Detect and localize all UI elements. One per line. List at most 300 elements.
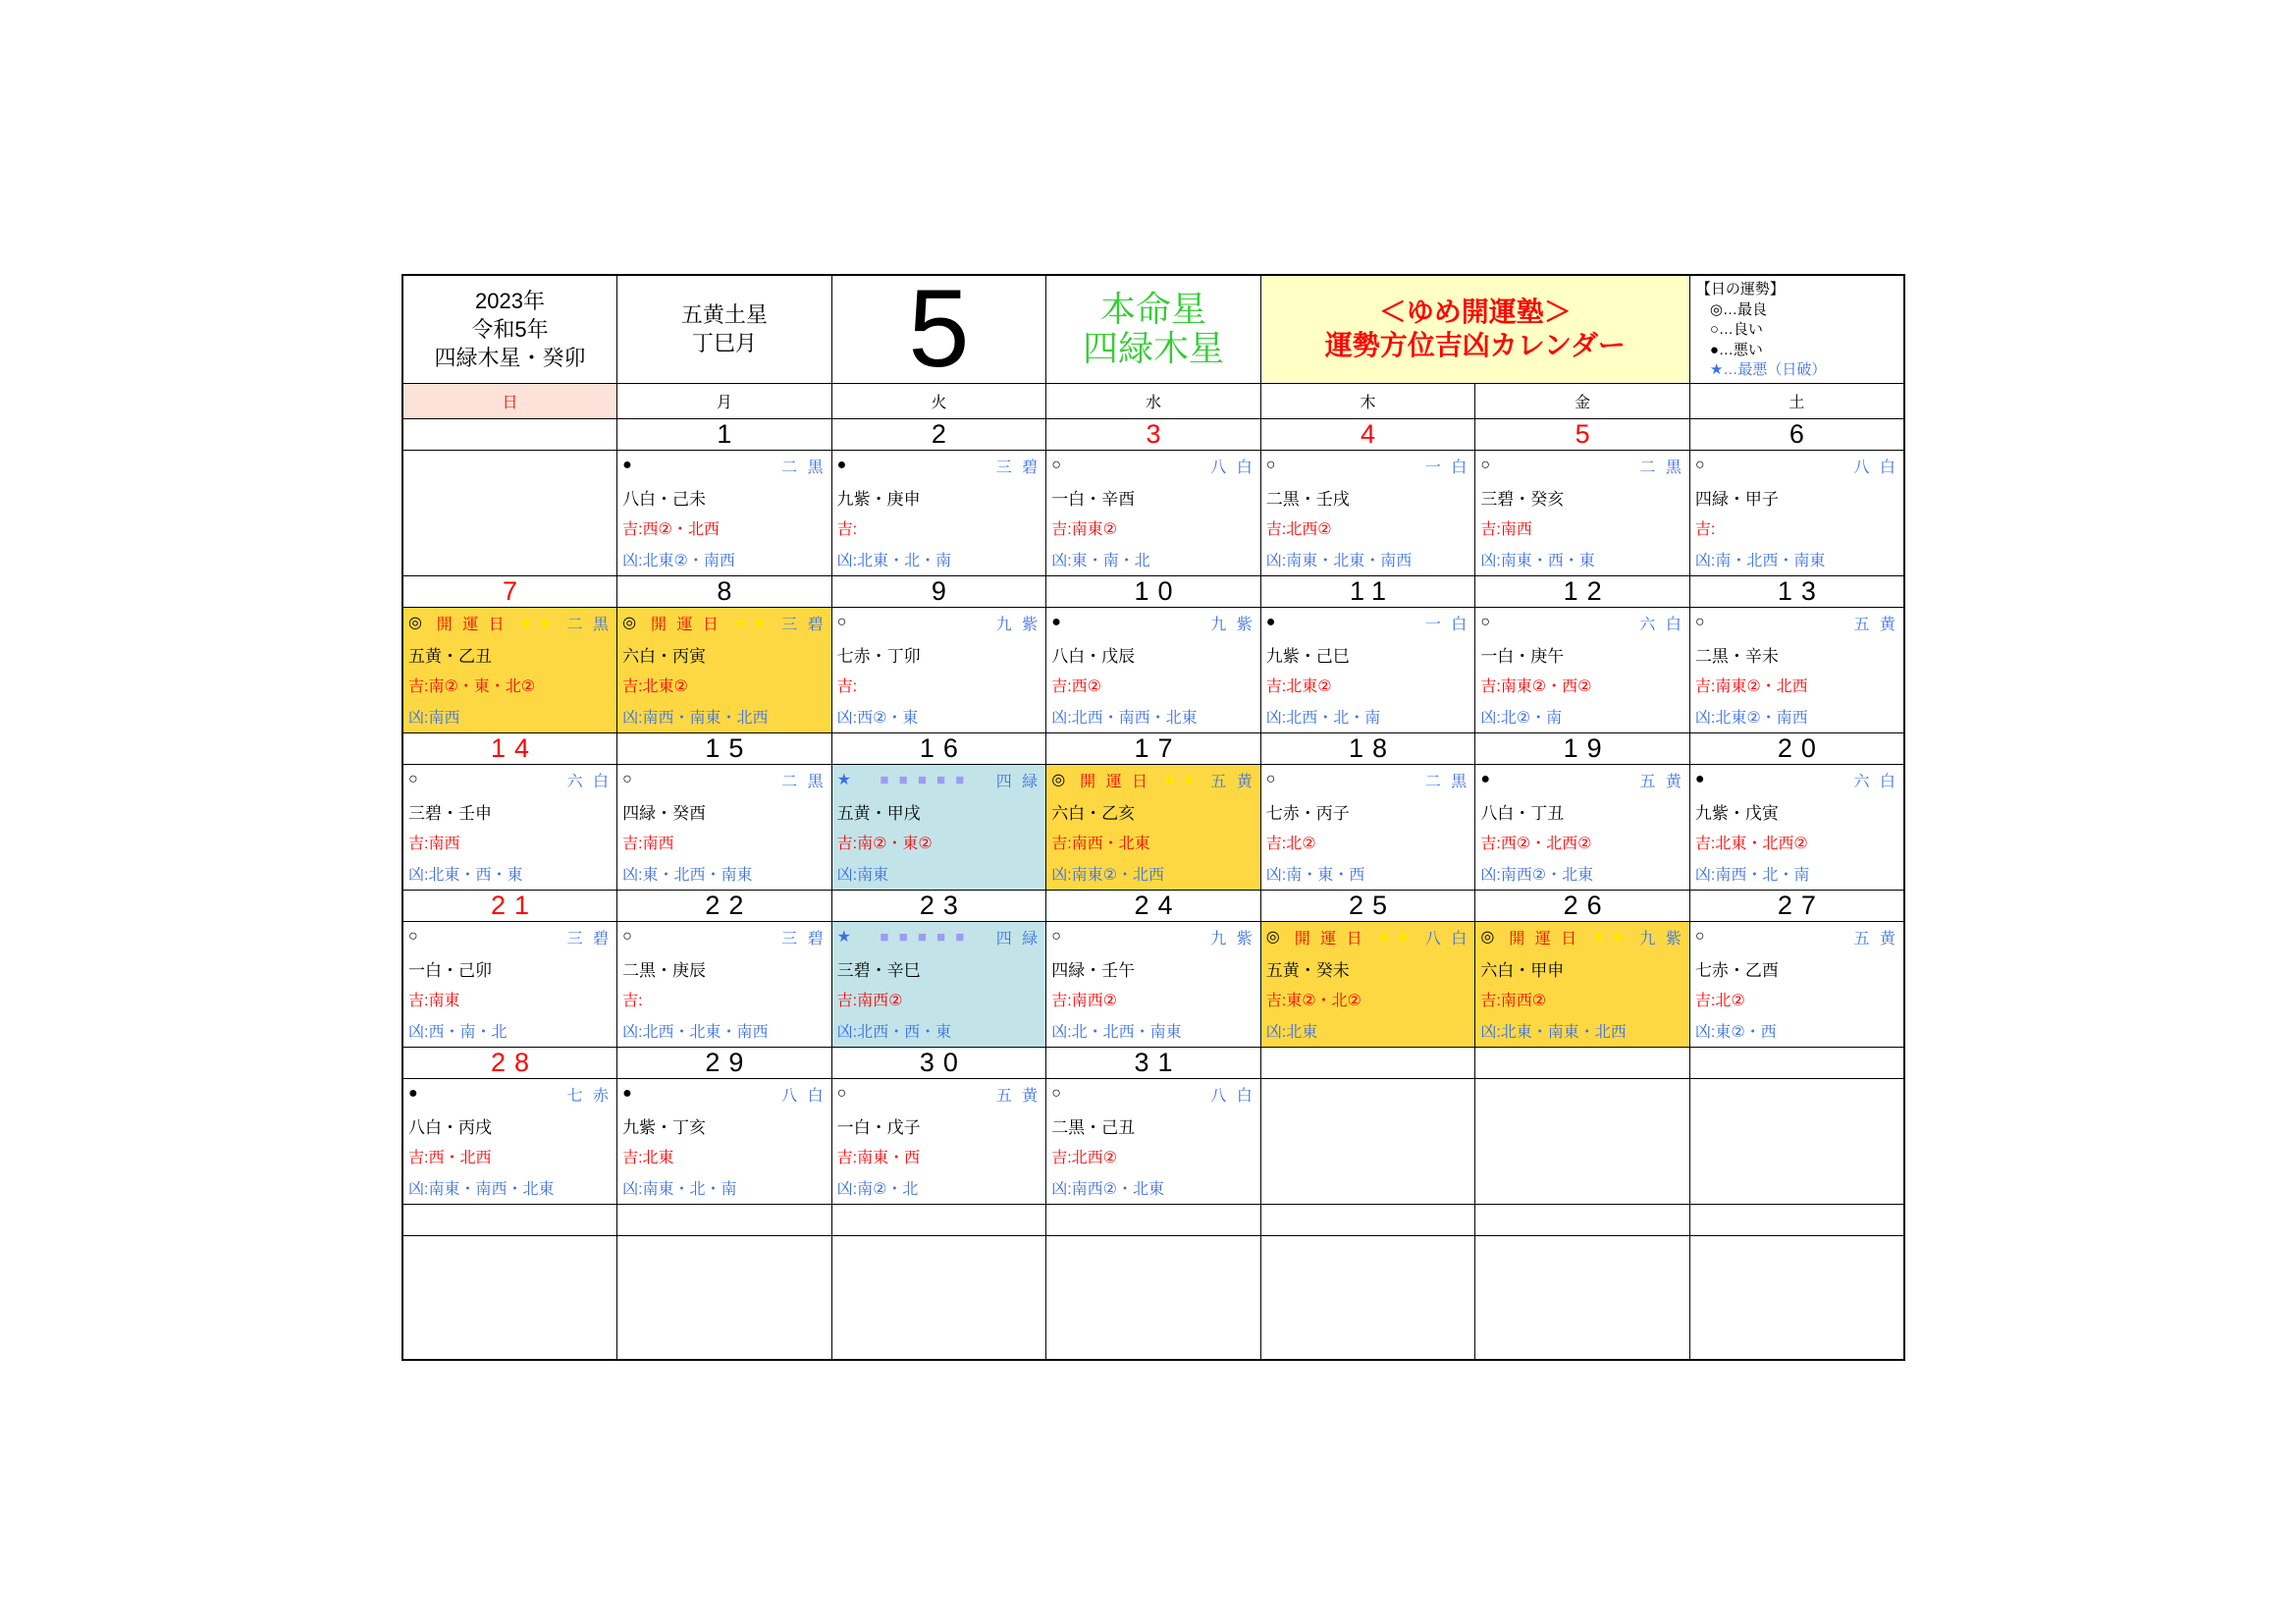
lucky-directions: 吉:南東② [1051, 521, 1117, 539]
fortune-mark: ○ [1694, 457, 1705, 474]
fortune-mark: ● [408, 1085, 418, 1103]
date-cell [1046, 732, 1261, 764]
date-number: 4 [1361, 419, 1385, 449]
day-kanshi: 六白・乙亥 [1051, 803, 1136, 823]
fortune-mark: ○ [1051, 1085, 1061, 1103]
day-cell [1475, 764, 1690, 890]
date-number: 13 [1777, 576, 1825, 606]
day-star: 七 赤 [566, 1087, 613, 1105]
day-kanshi: 四緑・壬午 [1051, 960, 1136, 980]
fortune-line [1051, 451, 1255, 482]
date-number: 3 [1146, 419, 1170, 449]
lucky-directions: 吉:西・北西 [408, 1150, 492, 1167]
fill-squares: ■ ■ [521, 614, 553, 631]
day-star: 六 白 [1853, 773, 1898, 790]
day-star: 九 紫 [1210, 930, 1255, 947]
day-content [1475, 922, 1689, 1047]
day-star: 一 白 [1424, 616, 1470, 633]
day-star: 六 白 [566, 773, 613, 790]
weekday-tue: 火 [831, 383, 1046, 418]
fortune-mark: ◎ [1265, 929, 1280, 947]
lucky-directions: 吉:西②・北西 [622, 521, 720, 539]
day-cell [1046, 607, 1261, 732]
fortune-mark: ● [1480, 771, 1490, 788]
day-content [1046, 765, 1260, 890]
day-star: 九 紫 [1210, 616, 1255, 633]
fortune-mark: ○ [1051, 928, 1061, 946]
day-kanshi: 二黒・己丑 [1051, 1117, 1136, 1137]
day-content [1690, 922, 1903, 1047]
day-star: 二 黒 [1424, 773, 1470, 790]
day-content [1261, 451, 1475, 575]
empty-date-cell [831, 1204, 1046, 1235]
day-cell [402, 607, 617, 732]
date-cell [1046, 575, 1261, 607]
day-kanshi: 八白・戊辰 [1051, 646, 1136, 666]
legend-cell [1689, 275, 1904, 383]
lucky-directions: 吉:南西② [1480, 993, 1547, 1010]
week-date-row [402, 418, 1904, 450]
date-cell [617, 732, 832, 764]
month-star-label: 五黄土星 [680, 302, 768, 328]
day-kanshi: 五黄・甲戌 [836, 803, 921, 823]
day-star: 三 碧 [566, 930, 613, 947]
day-cell [617, 1078, 832, 1204]
lucky-directions: 吉:西②・北西② [1480, 836, 1592, 853]
lucky-directions: 吉:北東 [622, 1150, 674, 1167]
kaiun-label: 開 運 日 [436, 616, 507, 633]
fortune-line [408, 922, 612, 953]
day-content [1261, 922, 1475, 1047]
unlucky-directions: 凶:南・東・西 [1265, 867, 1365, 885]
day-star: 五 黄 [1853, 616, 1898, 633]
date-number: 20 [1777, 733, 1825, 763]
unlucky-directions: 凶:西・南・北 [408, 1024, 507, 1042]
fortune-line [1480, 608, 1684, 639]
unlucky-directions: 凶:南西②・北東 [1480, 867, 1594, 885]
fortune-mark: ○ [1051, 457, 1061, 474]
day-kanshi: 三碧・辛巳 [836, 960, 921, 980]
date-number: 23 [919, 891, 967, 920]
week-date-row [402, 575, 1904, 607]
weekday-header-row [402, 383, 1904, 418]
week-content-row [402, 607, 1904, 732]
day-kanshi: 五黄・癸未 [1265, 960, 1350, 980]
fortune-line [622, 765, 827, 796]
date-number: 2 [931, 419, 955, 449]
date-cell [402, 890, 617, 921]
date-cell [1260, 890, 1475, 921]
fortune-line [1480, 765, 1684, 796]
date-cell [1260, 732, 1475, 764]
fill-squares: ■ ■ ■ ■ ■ [880, 771, 968, 788]
lucky-directions: 吉:南西 [1480, 521, 1532, 539]
date-number: 1 [717, 419, 741, 449]
day-star: 四 緑 [995, 930, 1041, 947]
day-content [1261, 608, 1475, 732]
day-star: 三 碧 [781, 616, 827, 633]
weekday-fri: 金 [1475, 383, 1690, 418]
date-number: 27 [1777, 891, 1825, 920]
date-cell [1475, 418, 1690, 450]
legend [1690, 278, 1903, 381]
day-kanshi: 一白・辛酉 [1051, 489, 1136, 509]
date-number: 19 [1563, 733, 1611, 763]
kaiun-label: 開 運 日 [1294, 930, 1365, 947]
date-cell [831, 418, 1046, 450]
day-cell [1475, 921, 1690, 1047]
day-cell [831, 764, 1046, 890]
date-number: 10 [1134, 576, 1182, 606]
date-cell [831, 575, 1046, 607]
day-cell [831, 450, 1046, 575]
fortune-line [1266, 451, 1470, 482]
fortune-line [622, 608, 827, 639]
fortune-mark: ○ [1480, 614, 1490, 631]
day-kanshi: 四緑・甲子 [1694, 489, 1779, 509]
lucky-directions: 吉:南西 [622, 836, 674, 853]
day-cell [1260, 921, 1475, 1047]
empty-day-cell [1689, 1078, 1904, 1204]
fortune-line [1266, 765, 1470, 796]
fortune-line [837, 1079, 1041, 1110]
fortune-line [1051, 608, 1255, 639]
unlucky-directions: 凶:北東・北・南 [836, 553, 952, 570]
fill-squares: ■ ■ ■ ■ ■ [880, 928, 968, 946]
fortune-line [1695, 922, 1898, 953]
week-date-row [402, 1204, 1904, 1235]
week-content-row [402, 1235, 1904, 1360]
day-kanshi: 一白・戊子 [836, 1117, 921, 1137]
date-number: 6 [1789, 419, 1813, 449]
day-star: 八 白 [1210, 1087, 1255, 1105]
day-content [617, 922, 831, 1047]
day-cell [1046, 921, 1261, 1047]
day-content [1475, 608, 1689, 732]
fortune-mark: ◎ [408, 615, 422, 632]
fortune-mark: ◎ [622, 615, 637, 632]
unlucky-directions: 凶:北西・北東・南西 [622, 1024, 769, 1042]
fortune-mark: ○ [622, 771, 632, 788]
lucky-directions: 吉:北西② [1265, 521, 1332, 539]
weekday-mon: 月 [617, 383, 832, 418]
day-kanshi: 三碧・癸亥 [1480, 489, 1565, 509]
day-content [1690, 451, 1903, 575]
empty-date-cell [1689, 1047, 1904, 1078]
lucky-directions: 吉:北② [1265, 836, 1316, 853]
date-number: 18 [1349, 733, 1397, 763]
day-content [1475, 451, 1689, 575]
unlucky-directions: 凶:南西②・北東 [1051, 1181, 1164, 1199]
fortune-mark: ○ [622, 928, 632, 946]
date-number: 21 [491, 891, 539, 920]
day-cell [831, 607, 1046, 732]
unlucky-directions: 凶:南東 [836, 867, 889, 885]
date-number: 31 [1134, 1048, 1182, 1077]
day-content [1475, 765, 1689, 890]
day-content [403, 1079, 616, 1204]
fortune-line [622, 1079, 827, 1110]
week-content-row [402, 450, 1904, 575]
lucky-directions: 吉:南東②・北西 [1694, 678, 1808, 696]
day-kanshi: 九紫・庚申 [836, 489, 921, 509]
lucky-directions: 吉:南②・東・北② [408, 678, 536, 696]
day-star: 五 黄 [995, 1087, 1041, 1105]
fortune-line [408, 765, 612, 796]
unlucky-directions: 凶:北西・西・東 [836, 1024, 952, 1042]
date-number: 11 [1350, 576, 1396, 606]
day-content [617, 608, 831, 732]
unlucky-directions: 凶:西②・東 [836, 710, 919, 728]
lucky-directions: 吉:北② [1694, 993, 1745, 1010]
weekday-sat: 土 [1689, 383, 1904, 418]
date-cell [1260, 418, 1475, 450]
day-star: 八 白 [1424, 930, 1470, 947]
day-star: 八 白 [1853, 459, 1898, 476]
era-label: 令和5年 [471, 316, 549, 342]
day-kanshi: 八白・丙戌 [408, 1117, 492, 1137]
year-star-label: 四緑木星・癸卯 [434, 345, 586, 370]
day-content [832, 1079, 1046, 1204]
empty-day-cell [831, 1235, 1046, 1360]
lucky-directions: 吉:南②・東② [836, 836, 933, 853]
day-star: 五 黄 [1639, 773, 1684, 790]
day-cell [831, 921, 1046, 1047]
day-kanshi: 八白・己未 [622, 489, 707, 509]
lucky-directions: 吉:南西② [836, 993, 903, 1010]
unlucky-directions: 凶:北東 [1265, 1024, 1318, 1042]
date-number: 14 [491, 733, 539, 763]
day-kanshi: 五黄・乙丑 [408, 646, 492, 666]
unlucky-directions: 凶:南・北西・南東 [1694, 553, 1826, 570]
day-content [832, 608, 1046, 732]
date-cell [617, 1047, 832, 1078]
lucky-directions: 吉:北西② [1051, 1150, 1117, 1167]
date-cell [1046, 1047, 1261, 1078]
day-content [1046, 608, 1260, 732]
lucky-directions: 吉: [836, 678, 858, 696]
day-kanshi: 一白・己卯 [408, 960, 492, 980]
day-content [617, 451, 831, 575]
fortune-line [1695, 451, 1898, 482]
fortune-line [1266, 608, 1470, 639]
day-star: 八 白 [781, 1087, 827, 1105]
empty-date-cell [402, 1204, 617, 1235]
day-cell [1689, 764, 1904, 890]
day-cell [1260, 607, 1475, 732]
date-cell [1046, 890, 1261, 921]
empty-day-cell [1689, 1235, 1904, 1360]
fortune-line [1051, 1079, 1255, 1110]
day-content [1046, 451, 1260, 575]
kaiun-label: 開 運 日 [1509, 930, 1580, 947]
date-cell [1689, 890, 1904, 921]
day-cell [402, 921, 617, 1047]
title-cell [1260, 275, 1689, 383]
unlucky-directions: 凶:北東・南東・北西 [1480, 1024, 1627, 1042]
unlucky-directions: 凶:南東・北・南 [622, 1181, 737, 1199]
fortune-line [1266, 922, 1470, 953]
day-kanshi: 六白・甲申 [1480, 960, 1565, 980]
day-content [1046, 1079, 1260, 1204]
lucky-directions: 吉:北東・北西② [1694, 836, 1808, 853]
fill-squares: ■ ■ [735, 614, 768, 631]
date-cell [617, 418, 832, 450]
date-cell [1475, 575, 1690, 607]
day-cell [1475, 607, 1690, 732]
fortune-mark: ● [1694, 771, 1705, 788]
day-kanshi: 八白・丁丑 [1480, 803, 1565, 823]
date-cell [1689, 418, 1904, 450]
day-kanshi: 二黒・庚辰 [622, 960, 707, 980]
fortune-calendar [401, 274, 1905, 1361]
day-kanshi: 九紫・己巳 [1265, 646, 1350, 666]
week-content-row [402, 1078, 1904, 1204]
empty-date-cell [617, 1204, 832, 1235]
unlucky-directions: 凶:南西 [408, 710, 460, 728]
weekday-thu: 木 [1260, 383, 1475, 418]
day-cell [1689, 607, 1904, 732]
date-cell [1475, 890, 1690, 921]
date-cell [617, 575, 832, 607]
honmei-cell [1046, 275, 1261, 383]
day-cell [1689, 921, 1904, 1047]
day-kanshi: 二黒・辛未 [1694, 646, 1779, 666]
day-cell [402, 764, 617, 890]
fill-squares: ■ ■ [1165, 771, 1197, 788]
unlucky-directions: 凶:北東②・南西 [622, 553, 735, 570]
unlucky-directions: 凶:北・北西・南東 [1051, 1024, 1182, 1042]
empty-day-cell [1046, 1235, 1261, 1360]
day-kanshi: 七赤・丙子 [1265, 803, 1350, 823]
day-cell [1046, 764, 1261, 890]
unlucky-directions: 凶:南②・北 [836, 1181, 919, 1199]
day-star: 八 白 [1210, 459, 1255, 476]
day-content [832, 922, 1046, 1047]
date-cell [831, 732, 1046, 764]
fortune-mark: ○ [1694, 614, 1705, 631]
day-cell [1689, 450, 1904, 575]
date-cell [402, 732, 617, 764]
date-cell [1689, 732, 1904, 764]
fortune-mark: ○ [836, 614, 847, 631]
fortune-mark: ★ [836, 772, 851, 789]
day-star: 一 白 [1424, 459, 1470, 476]
date-cell [1046, 418, 1261, 450]
empty-date-cell [1260, 1047, 1475, 1078]
date-number: 28 [491, 1048, 539, 1077]
fortune-mark: ● [1265, 614, 1276, 631]
week-content-row [402, 921, 1904, 1047]
unlucky-directions: 凶:南東・南西・北東 [408, 1181, 555, 1199]
year-info-cell [402, 275, 617, 383]
week-date-row [402, 890, 1904, 921]
fortune-mark: ○ [1265, 771, 1276, 788]
date-number: 24 [1134, 891, 1182, 920]
date-number: 30 [919, 1048, 967, 1077]
day-kanshi: 六白・丙寅 [622, 646, 707, 666]
fortune-mark: ○ [408, 928, 418, 946]
fortune-mark: ● [622, 1085, 632, 1103]
day-kanshi: 七赤・乙酉 [1694, 960, 1779, 980]
lucky-directions: 吉:北東② [1265, 678, 1332, 696]
date-number: 25 [1349, 891, 1397, 920]
unlucky-directions: 凶:東・南・北 [1051, 553, 1150, 570]
fortune-mark: ○ [1694, 928, 1705, 946]
legend-item-worst: ★…最悪（日破） [1709, 361, 1827, 378]
date-number: 8 [717, 576, 741, 606]
date-number: 22 [705, 891, 753, 920]
day-star: 九 紫 [1639, 930, 1684, 947]
unlucky-directions: 凶:東・北西・南東 [622, 867, 753, 885]
date-cell [402, 1047, 617, 1078]
lucky-directions: 吉:西② [1051, 678, 1101, 696]
lucky-directions: 吉: [1694, 521, 1716, 539]
legend-item-bad: ●…悪い [1709, 341, 1763, 358]
lucky-directions: 吉:南西② [1051, 993, 1117, 1010]
lucky-directions: 吉:南東 [408, 993, 460, 1010]
lucky-directions: 吉:北東② [622, 678, 688, 696]
day-star: 五 黄 [1853, 930, 1898, 947]
day-content [617, 765, 831, 890]
date-number: 5 [1575, 419, 1599, 449]
date-number: 15 [705, 733, 753, 763]
day-content [1690, 765, 1903, 890]
empty-day-cell [1475, 1235, 1690, 1360]
date-number: 7 [503, 576, 527, 606]
day-content [832, 765, 1046, 890]
day-kanshi: 一白・庚午 [1480, 646, 1565, 666]
unlucky-directions: 凶:北東②・南西 [1694, 710, 1808, 728]
day-cell [1046, 450, 1261, 575]
fill-squares: ■ ■ [1379, 928, 1411, 946]
fortune-line [622, 451, 827, 482]
calendar-header-row [402, 275, 1904, 383]
day-star: 三 碧 [995, 459, 1041, 476]
unlucky-directions: 凶:南東・北東・南西 [1265, 553, 1413, 570]
day-content [403, 608, 616, 732]
empty-date-cell [402, 418, 617, 450]
week-content-row [402, 764, 1904, 890]
day-content [617, 1079, 831, 1204]
lucky-directions: 吉:南西 [408, 836, 460, 853]
month-number: 5 [908, 275, 970, 383]
date-cell [1475, 732, 1690, 764]
day-cell [617, 607, 832, 732]
day-content [403, 922, 616, 1047]
lucky-directions: 吉: [836, 521, 858, 539]
empty-date-cell [1689, 1204, 1904, 1235]
fortune-line [837, 608, 1041, 639]
fortune-mark: ● [836, 457, 847, 474]
day-star: 二 黒 [566, 616, 613, 633]
unlucky-directions: 凶:北東・西・東 [408, 867, 523, 885]
fortune-mark: ○ [1265, 457, 1276, 474]
day-star: 九 紫 [995, 616, 1041, 633]
fortune-line [837, 922, 1041, 953]
weekday-wed: 水 [1046, 383, 1261, 418]
day-star: 四 緑 [995, 773, 1041, 790]
fortune-mark: ○ [836, 1085, 847, 1103]
fortune-mark: ★ [836, 929, 851, 947]
date-cell [1260, 575, 1475, 607]
fortune-line [1480, 451, 1684, 482]
empty-day-cell [1475, 1078, 1690, 1204]
empty-day-cell [1260, 1078, 1475, 1204]
fortune-line [1695, 765, 1898, 796]
date-number: 16 [919, 733, 967, 763]
day-star: 五 黄 [1210, 773, 1255, 790]
